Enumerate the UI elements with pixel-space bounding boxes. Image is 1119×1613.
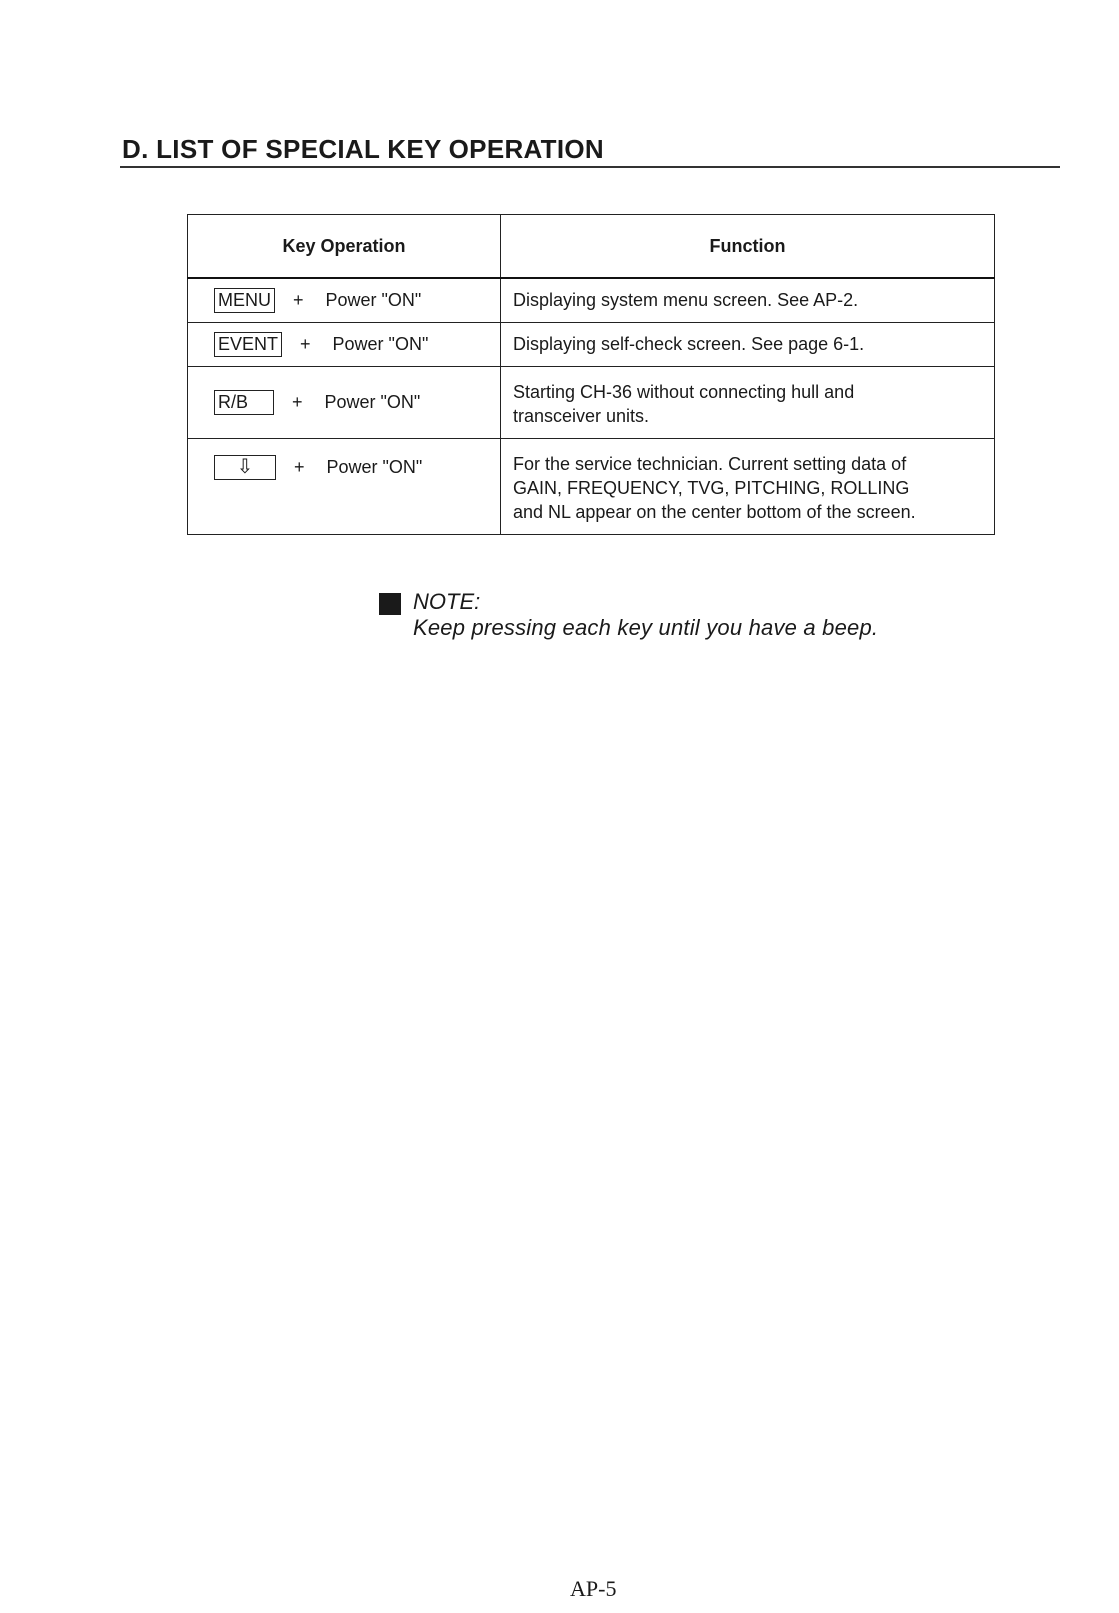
power-on-label: Power "ON" xyxy=(332,334,429,354)
table-header-row xyxy=(188,215,995,279)
function-text: For the service technician. Current setting data of xyxy=(513,454,907,474)
table-row xyxy=(188,323,995,367)
function-cell xyxy=(501,367,995,439)
plus-sign: + xyxy=(292,392,303,412)
table-row xyxy=(188,367,995,439)
function-text: and NL appear on the center bottom of the screen. xyxy=(513,502,916,522)
rb-key: R/B xyxy=(214,390,274,415)
plus-sign: + xyxy=(293,290,304,310)
function-text: transceiver units. xyxy=(513,406,650,426)
function-cell xyxy=(501,323,995,367)
function-text: GAIN, FREQUENCY, TVG, PITCHING, ROLLING xyxy=(513,478,910,498)
menu-key: MENU xyxy=(214,288,275,313)
header-function: Function xyxy=(501,215,995,279)
plus-sign: + xyxy=(294,457,305,477)
key-operation-cell xyxy=(188,367,501,439)
note-square-icon xyxy=(379,593,401,615)
header-key-operation: Key Operation xyxy=(188,215,501,279)
plus-sign: + xyxy=(300,334,311,354)
title-underline xyxy=(120,166,1060,168)
key-operation-cell xyxy=(188,278,501,323)
function-cell xyxy=(501,439,995,535)
power-on-label: Power "ON" xyxy=(325,290,422,310)
key-operation-cell xyxy=(188,323,501,367)
event-key: EVENT xyxy=(214,332,282,357)
function-cell xyxy=(501,278,995,323)
function-text: Displaying self-check screen. See page 6-1. xyxy=(513,334,865,354)
table-row xyxy=(188,278,995,323)
table-row xyxy=(188,439,995,535)
power-on-label: Power "ON" xyxy=(326,457,423,477)
key-operation-table xyxy=(187,214,995,535)
page-number: AP-5 xyxy=(570,1576,617,1601)
function-text: Displaying system menu screen. See AP-2. xyxy=(513,290,859,310)
function-text: Starting CH-36 without connecting hull and xyxy=(513,382,855,402)
key-operation-cell xyxy=(188,439,501,535)
section-title: D. LIST OF SPECIAL KEY OPERATION xyxy=(122,134,604,164)
note-label: NOTE: xyxy=(413,589,481,614)
power-on-label: Power "ON" xyxy=(324,392,421,412)
down-arrow-key: ⇩ xyxy=(214,455,276,480)
note-text: Keep pressing each key until you have a beep. xyxy=(413,615,879,640)
